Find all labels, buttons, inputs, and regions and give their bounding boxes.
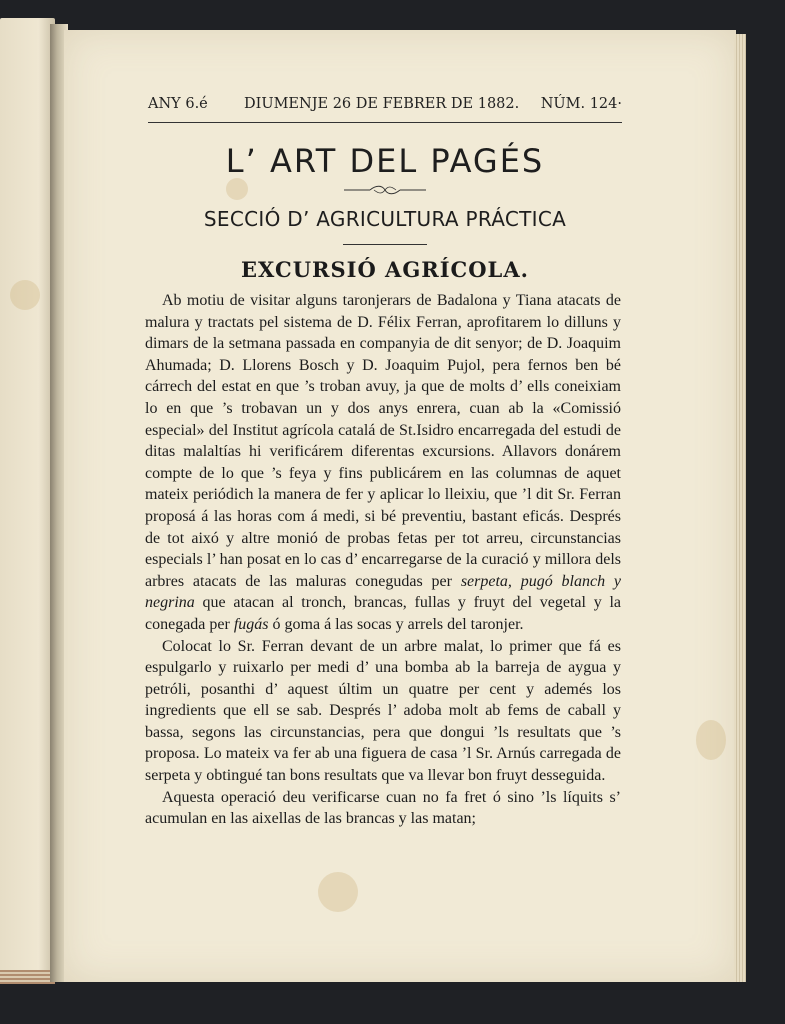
paragraph-1-italic-a: serpeta, pugó blanch y negrina <box>145 572 622 612</box>
paragraph-1-italic-b: fugás <box>233 615 269 633</box>
article-heading: EXCURSIÓ AGRÍCOLA. <box>241 257 529 282</box>
running-header <box>148 96 622 123</box>
section-rule <box>343 244 427 245</box>
paragraph-1-text-b: que atacan al tronch, brancas, fullas y fruyt del vegetal y la conegada per <box>145 594 622 633</box>
paragraph-1-text-c: ó goma á las socas y arrels del taronjer. <box>272 615 524 633</box>
paper-stain <box>10 280 40 310</box>
ornament-divider <box>344 183 426 197</box>
publication-title: L’ ART DEL PAGÉS <box>225 142 545 180</box>
paragraph-2: Colocat lo Sr. Ferran devant de un arbre malat, lo primer que fá es espulgarlo y ruixarlo per medi d’ una bomba ab la barreja de aygua y petróli, posanthi d’ aquest últim un quatre per cent y ademés los ingredients que ell se sab. Després l’ adoba molt ab fems de caball y bassa, segons las circunstancias, pera que dongui ’ls resultats que ’s proposa. Lo mateix va fer ab una figuera de casa ’l Sr. Arnús carregada de serpeta y obtingué tan bons resultats que va llevar bon fruyt desseguida. <box>145 637 621 785</box>
article-body <box>145 290 621 830</box>
issue-date: DIUMENJE 26 DE FEBRER DE 1882. <box>244 96 520 112</box>
left-page <box>0 18 55 978</box>
issue-number: NÚM. 124· <box>540 96 622 112</box>
volume-label: ANY 6.é <box>148 96 208 112</box>
paragraph-1-text-a: Ab motiu de visitar alguns taronjerars de Badalona y Tiana atacats de malura y tractats pel sistema de D. Félix Ferran, aprofitarem lo dilluns y dimars de la setmana passada en companyia de dit senyor; de D. Joaquim Ahumada; D. Llorens Bosch y D. Joaquim Pujol, pera fernos ben bé cárrech del estat en que ’s troban avuy, ja que de molts d’ ells coneixiam lo en que ’s trobavan un y dos anys enrera, cuan ab la «Comissió especial» del Institut agrícola catalá de St.Isidro encarregada del estudi de ditas malaltías hi verificárem diferentas excursions. Allavors donárem compte de lo que ’s feya y fins publicárem en las columnas de aquet mateix periódich la manera de fer y aplicar lo lleixiu, que ’l dit Sr. Ferran proposá á las horas com á medi, si bé preventiu, bastant eficás. Després de tot aixó y altre monió de probas fetas per tot arreu, circunstancias especials l’ han posat en lo cas d’ encarregarse de la curació y millora dels arbres atacats de las maluras conegudas per <box>145 292 621 590</box>
paper-stain <box>318 872 358 912</box>
paragraph-1 <box>145 290 621 636</box>
paper-stain <box>226 178 248 200</box>
left-page-edge <box>0 970 55 984</box>
paragraph-3: Aquesta operació deu verificarse cuan no fa fret ó sino ’ls líquits s’ acumulan en las aixellas de las brancas y las matan; <box>145 788 621 828</box>
paper-stain <box>696 720 726 760</box>
page-edge <box>734 34 746 982</box>
section-title: SECCIÓ D’ AGRICULTURA PRÁCTICA <box>203 207 567 231</box>
